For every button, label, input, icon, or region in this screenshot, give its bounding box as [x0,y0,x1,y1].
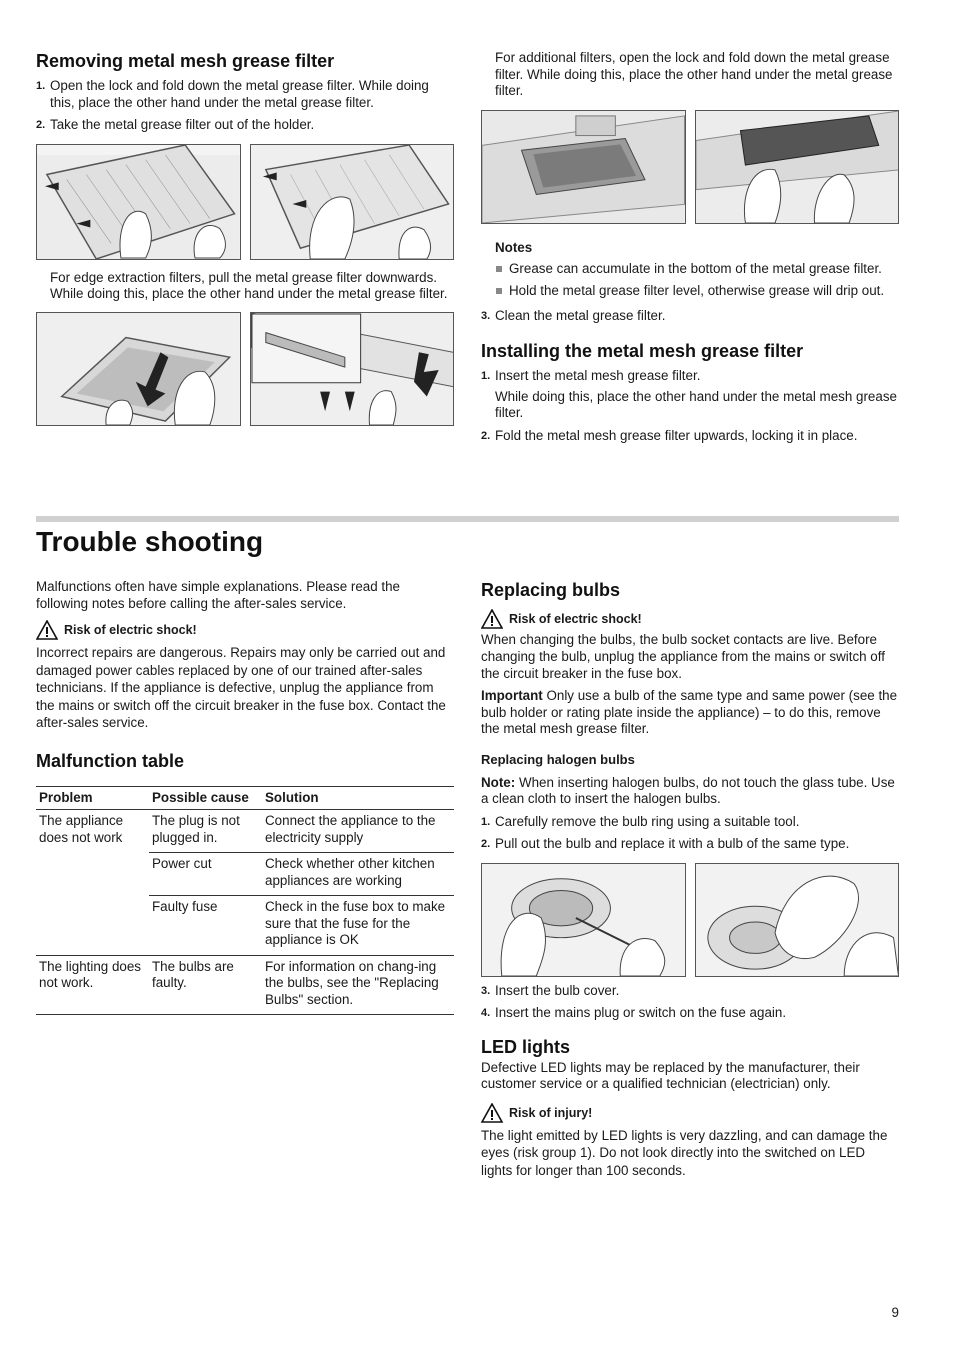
figure-remove-bulb-ring [481,863,686,977]
led-text: Defective LED lights may be replaced by the manufacturer, their customer service or a qualified technician (electrician) only. [481,1059,860,1091]
installing-steps-2 [481,428,899,445]
cell-cause: The plug is not plugged in. [152,813,240,845]
warning-triangle-icon [481,1103,503,1123]
step-number: 3. [481,309,491,322]
step-number: 2. [36,119,46,131]
table-row [36,955,454,1015]
important-text: Only use a bulb of the same type and same power (see the bulb holder or rating plate inside the appliance) – to do this, remove the metal mesh grease filter. [481,688,898,736]
trouble-shooting-title: Trouble shooting [36,526,264,557]
step-text: Carefully remove the bulb ring using a suitable tool. [495,813,800,829]
step-item [481,308,899,325]
cell-cause: Faulty fuse [149,896,262,956]
figure-additional-filter-closed [481,110,686,224]
step-number: 2. [481,429,491,442]
cell-cause: Power cut [149,853,262,896]
table-row [36,896,454,956]
warning-title: Risk of electric shock! [64,623,197,637]
figure-edge-installed [250,312,455,426]
installing-steps [481,368,899,385]
step-number: 1. [481,370,491,382]
step-text: Take the metal grease filter out of the holder. [50,117,315,132]
step-item [481,814,899,831]
halogen-heading: Replacing halogen bulbs [481,751,635,767]
cell-cause: The bulbs are faulty. [149,955,262,1015]
step-text: Open the lock and fold down the metal grease filter. While doing this, place the other hand under the metal grease filter. [50,78,429,110]
step-text: Insert the mains plug or switch on the fuse again. [495,1005,787,1020]
cell-solution: For information on chang-ing the bulbs, see the "Replacing Bulbs" section. [262,955,454,1015]
notes-title: Notes [495,239,533,255]
note-text: When inserting halogen bulbs, do not touch the glass tube. Use a clean cloth to insert the halogen bulbs. [481,774,895,806]
trouble-section [36,579,454,1015]
trouble-intro: Malfunctions often have simple explanations. Please read the following notes before calling the after-sales service. [36,579,400,611]
led-lights-heading: LED lights [481,1036,570,1057]
step-item [481,1005,899,1022]
cell-solution: Check whether other kitchen appliances are working [262,853,454,896]
figure-replace-bulb [695,863,900,977]
warning-text: Incorrect repairs are dangerous. Repairs may only be carried out and damaged power cables replaced by one of our trained after-sales technicians. If the appliance is defective, unplug the appliance from the mains or switch off the circuit breaker in the fuse box. Contact the after-sales service. [36,645,446,730]
removing-section [36,50,454,426]
step-item [481,428,899,445]
important-label: Important [481,688,543,703]
step-text: Insert the bulb cover. [495,982,620,998]
note-item: Grease can accumulate in the bottom of the metal grease filter. [495,261,899,278]
step-number: 2. [481,838,491,850]
page-number: 9 [891,1305,899,1320]
led-warning-text: The light emitted by LED lights is very dazzling, and can damage the eyes (risk group 1). Do not look directly into the switched on LED lights for longer than 100 seconds. [481,1127,888,1178]
step-item [481,983,899,1000]
step-text: Pull out the bulb and replace it with a bulb of the same type. [495,836,850,851]
step-text: Clean the metal grease filter. [495,307,666,323]
halogen-steps-a [481,814,899,853]
column-header-solution: Solution [262,786,454,810]
cell-problem [36,853,149,896]
column-header-problem: Problem [36,786,149,810]
step-number: 3. [481,984,491,997]
note-label: Note: [481,774,516,790]
figure-additional-filter-open [695,110,900,224]
note-item: Hold the metal grease filter level, otherwise grease will drip out. [495,283,899,300]
warning-heading [481,609,899,629]
installing-step1-sub: While doing this, place the other hand under the metal mesh grease filter. [495,388,897,420]
figure-remove-filter [250,144,455,260]
warning-triangle-icon [481,609,503,629]
additional-filters-text: For additional filters, open the lock and fold down the metal grease filter. While doing this, place the other hand under the metal grease filter. [495,50,893,98]
table-row [36,853,454,896]
step-number: 1. [481,815,491,828]
replacing-bulbs-heading: Replacing bulbs [481,580,621,600]
bulbs-section [481,579,899,1179]
cell-problem: The lighting does not work. [36,955,149,1015]
step-item [481,836,899,853]
edge-extraction-text: For edge extraction filters, pull the metal grease filter downwards. While doing this, place the other hand under the metal grease filter. [50,269,448,301]
additional-filters-section [481,50,899,444]
step-number: 1. [36,80,46,92]
malfunction-table [36,786,454,1016]
warning-triangle-icon [36,620,58,640]
step-item [36,117,454,134]
cell-problem [36,896,149,956]
removing-steps [36,78,454,134]
malfunction-heading: Malfunction table [36,750,184,771]
warning-heading [481,1103,899,1123]
cell-solution: Connect the appliance to the electricity supply [265,813,436,845]
important-paragraph [481,688,899,738]
note-paragraph [481,775,899,808]
warning-title: Risk of electric shock! [509,612,642,626]
notes-list [481,261,899,300]
cell-solution: Check in the fuse box to make sure that the fuse for the appliance is OK [262,896,454,956]
warning-heading [36,620,454,640]
halogen-steps-b [481,983,899,1022]
removing-step3 [481,308,899,325]
step-item [36,78,454,111]
installing-heading: Installing the metal mesh grease filter [481,341,804,361]
table-row [36,810,454,853]
step-number: 4. [481,1007,491,1019]
step-text: Insert the metal mesh grease filter. [495,368,701,383]
table-header-row [36,786,454,810]
removing-heading: Removing metal mesh grease filter [36,51,335,71]
step-item [481,368,899,385]
warning-title: Risk of injury! [509,1105,593,1120]
bulbs-warning-text: When changing the bulbs, the bulb socket contacts are live. Before changing the bulb, unplug the appliance from the mains or switch off the circuit breaker in the fuse box. [481,632,885,681]
cell-problem: The appliance does not work [39,813,124,845]
figure-edge-pull-down [36,312,241,426]
step-text: Fold the metal mesh grease filter upwards, locking it in place. [495,427,858,443]
figure-open-lock [36,144,241,260]
column-header-cause: Possible cause [149,786,262,810]
